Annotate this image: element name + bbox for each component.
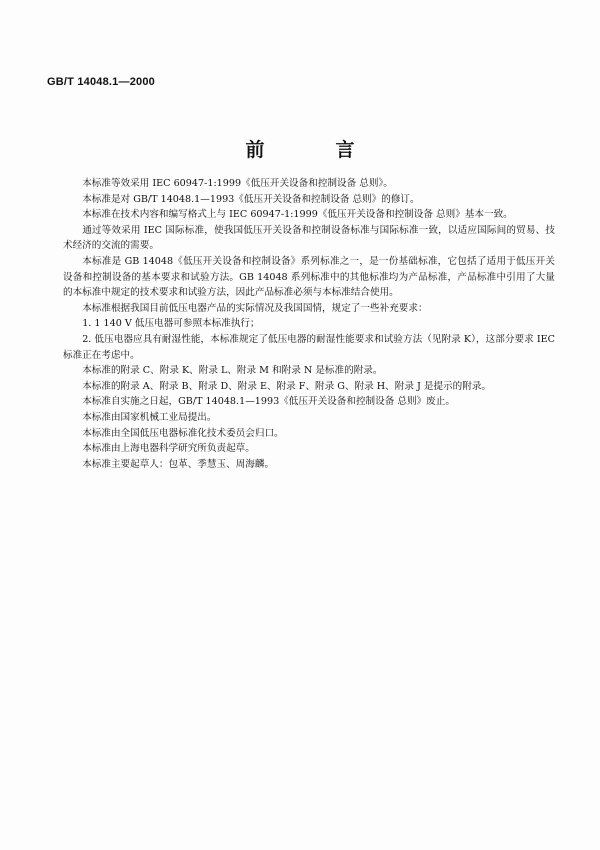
paragraph: 本标准的附录 C、附录 K、附录 L、附录 M 和附录 N 是标准的附录。 [82, 365, 383, 377]
paragraph: 1. 1 140 V 低压电器可参照本标准执行； [82, 318, 260, 330]
paragraph: 本标准等效采用 IEC 60947-1:1999《低压开关设备和控制设备 总则》。 [82, 178, 393, 189]
paragraph: 本标准由国家机械工业局提出。 [82, 411, 217, 423]
paragraph: 本标准由上海电器科学研究所负责起草。 [82, 443, 255, 455]
paragraph: 通过等效采用 IEC 国际标准，使我国低压开关设备和控制设备标准与国际标准一致，以适应国际间的贸易、技术经济的交流的需要。 [63, 224, 555, 252]
page-title: 前 言 [245, 139, 381, 161]
paragraph: 本标准自实施之日起，GB/T 14048.1—1993《低压开关设备和控制设备 总则》废止。 [82, 396, 455, 408]
paragraph: 本标准是对 GB/T 14048.1—1993《低压开关设备和控制设备 总则》的修订。 [82, 193, 420, 205]
paragraph: 本标准由全国低压电器标准化技术委员会归口。 [82, 427, 284, 439]
standard-number: GB/T 14048.1—2000 [47, 76, 155, 88]
paragraph: 本标准在技术内容和编写格式上与 IEC 60947-1:1999《低压开关设备和控制设备 总则》基本一致。 [82, 209, 513, 221]
paragraph: 2. 低压电器应具有耐湿性能，本标准规定了低压电器的耐湿性能要求和试验方法（见附录 K），这部分要求 IEC 标准正在考虑中。 [63, 333, 555, 361]
paragraph: 本标准是 GB 14048《低压开关设备和控制设备》系列标准之一，是一份基础标准，它包括了适用于低压开关设备和控制设备的基本要求和试验方法。GB 14048 系列标准中的其他标准均为产品标准，产品标准中引用了大量的本标准中规定的技术要求和试验方法，因此产品标准必须与本标准结合使用。 [63, 255, 555, 299]
paragraph: 本标准根据我国目前低压电器产品的实际情况及我国国情，规定了一些补充要求： [82, 302, 428, 314]
paragraph: 本标准主要起草人：包革、季慧玉、周海麟。 [82, 458, 275, 470]
paragraph: 本标准的附录 A、附录 B、附录 D、附录 E、附录 F、附录 G、附录 H、附录 J 是提示的附录。 [82, 380, 492, 392]
foreword-body [63, 176, 555, 472]
